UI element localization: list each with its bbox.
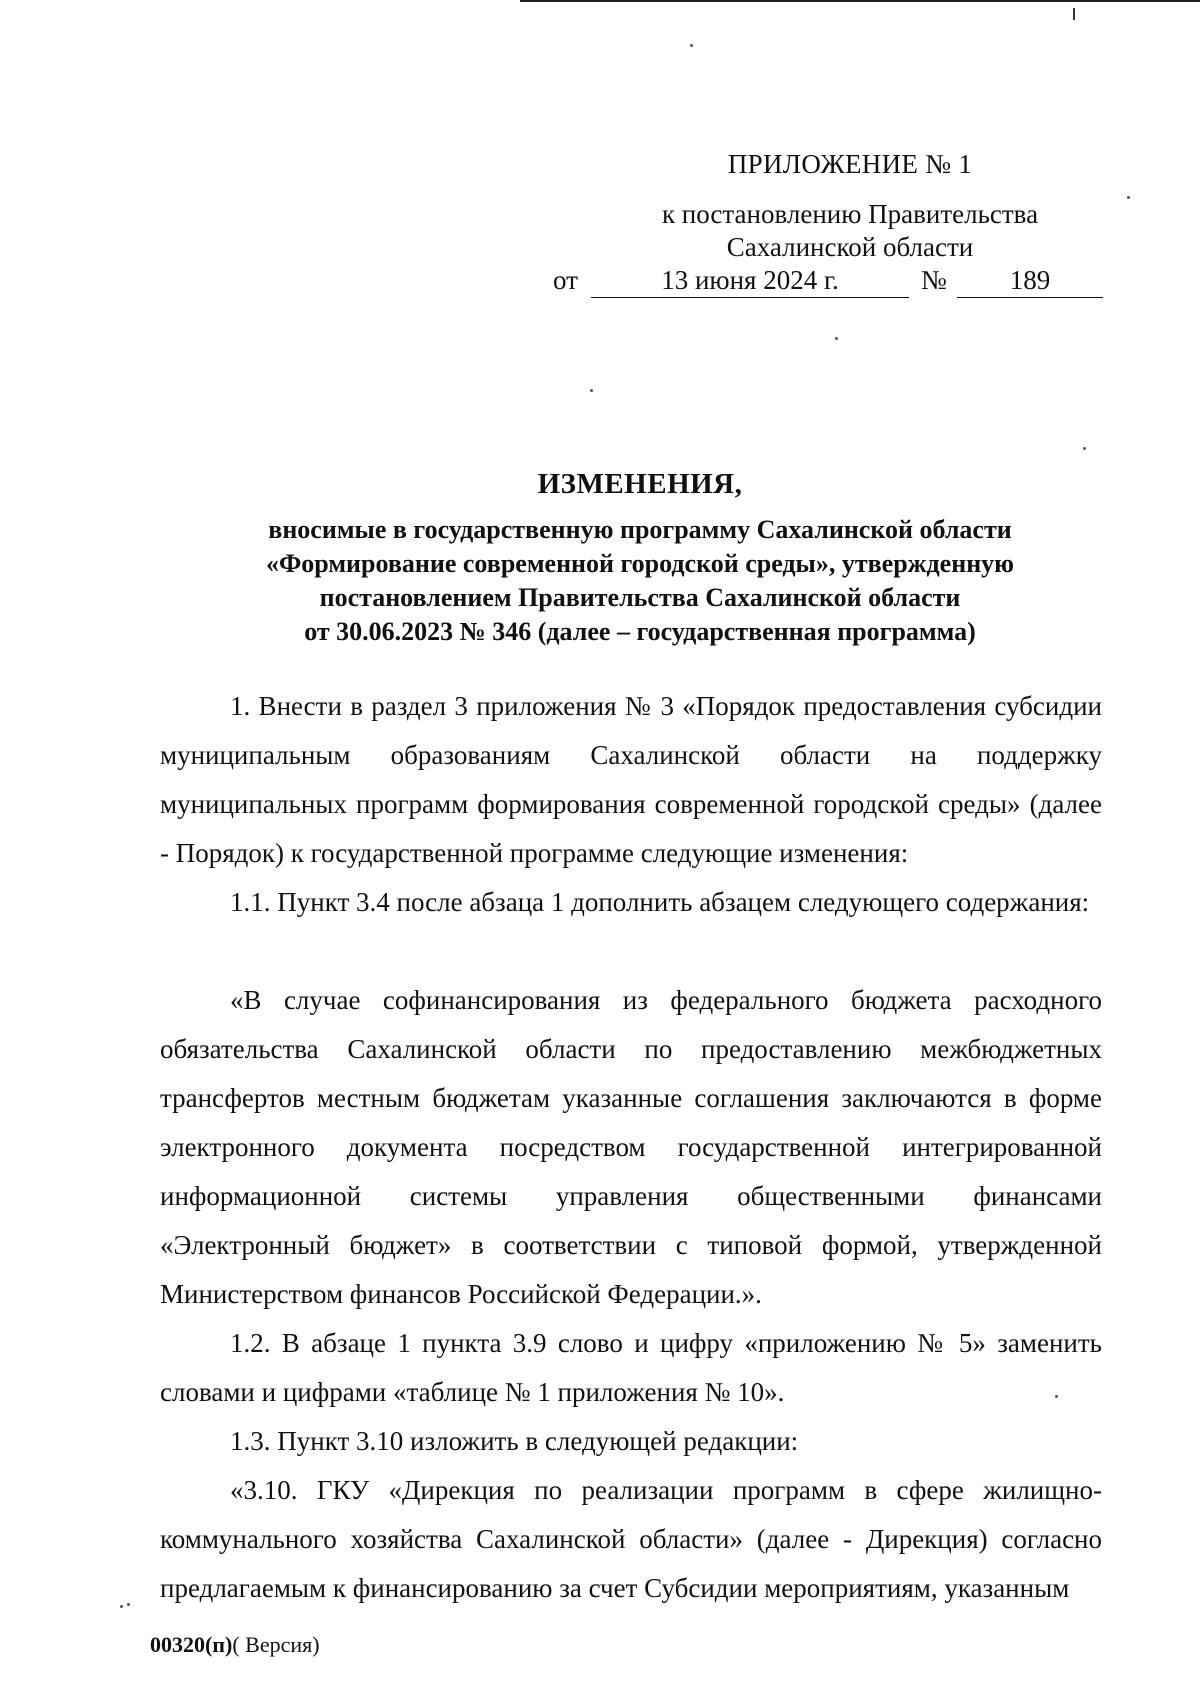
scan-speck [590,389,593,392]
scan-speck [1055,1395,1058,1398]
scan-speck [690,44,693,47]
appendix-line-1: к постановлению Правительства [661,199,1039,229]
resolution-date: 13 июня 2024 г. [591,264,909,298]
paragraph-text: 1.3. Пункт 3.10 изложить в следующей редакции: [230,1426,799,1456]
heading-line: «Формирование современной городской среды», утвержденную [265,549,1015,578]
scan-mark [1073,8,1075,20]
scan-speck [1127,196,1130,199]
paragraph-1 [160,682,1102,878]
scan-speck [1083,447,1086,450]
scan-speck [835,337,838,340]
from-label: от [553,265,578,295]
paragraph-1-1 [160,878,1102,927]
scan-speck [120,1605,123,1608]
appendix-line-2: Сахалинской области [726,232,974,262]
number-sign: № [921,265,947,295]
paragraph-1-3-quote [160,1466,1102,1613]
paragraph-text: «3.10. ГКУ «Дирекция по реализации программ в сфере жилищно-коммунального хозяйства Сахалинской области» (далее - Дирекция) согласно предлагаемым к финансированию за счет Субсидии мероприятиям, указанным [160,1475,1102,1603]
resolution-date-line [553,264,1103,298]
resolution-number: 189 [957,264,1103,298]
paragraph-1-3 [160,1417,1102,1466]
appendix-title: ПРИЛОЖЕНИЕ № 1 [727,149,973,179]
paragraph-1-2 [160,1319,1102,1417]
paragraph-text: 1.1. Пункт 3.4 после абзаца 1 дополнить абзацем следующего содержания: [230,887,1090,917]
document-code: 00320(п) [150,1632,233,1657]
paragraph-text: 1.2. В абзаце 1 пункта 3.9 слово и цифру «приложению № 5» заменить словами и цифрами «таблице № 1 приложения № 10». [160,1328,1102,1407]
heading-line: постановлением Правительства Сахалинской области [319,583,961,612]
footer-document-code [150,1632,320,1658]
heading-title: ИЗМЕНЕНИЯ, [537,468,743,500]
paragraph-text: 1. Внести в раздел 3 приложения № 3 «Порядок предоставления субсидии муниципальным образованиям Сахалинской области на поддержку муниципальных программ формирования современной городской среды» (далее - Порядок) к государственной программе следующие изменения: [160,691,1102,868]
scan-border-line [520,0,1200,2]
paragraph-text: «В случае софинансирования из федерального бюджета расходного обязательства Сахалинской области по предоставлению межбюджетных трансфертов местным бюджетам указанные соглашения заключаются в форме электронного документа посредством государственной интегрированной информационной системы управления общественными финансами «Электронный бюджет» в соответствии с типовой формой, утвержденной Министерством финансов Российской Федерации.». [160,985,1102,1309]
heading-line: вносимые в государственную программу Сахалинской области [268,515,1012,544]
paragraph-1-1-quote [160,976,1102,1319]
document-version: ( Версия) [232,1632,320,1657]
heading-line: от 30.06.2023 № 346 (далее – государственная программа) [304,617,976,646]
scan-speck [127,1603,130,1606]
